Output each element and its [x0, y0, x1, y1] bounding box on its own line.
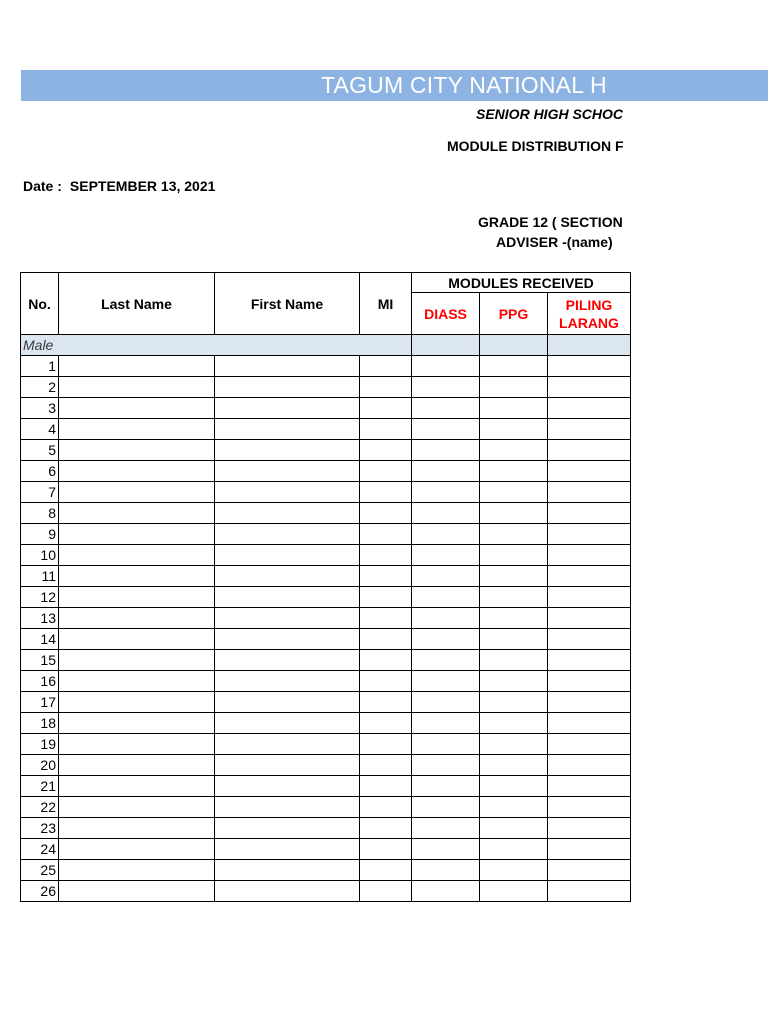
piling-larang-cell[interactable] [548, 692, 631, 713]
ppg-cell[interactable] [480, 629, 548, 650]
piling-larang-cell[interactable] [548, 797, 631, 818]
module-distribution-table [20, 272, 631, 902]
mi-cell[interactable] [360, 608, 412, 629]
table-row [21, 356, 631, 377]
mi-cell[interactable] [360, 797, 412, 818]
diass-cell[interactable] [412, 629, 480, 650]
table-row [21, 797, 631, 818]
table-row [21, 650, 631, 671]
table-row [21, 860, 631, 881]
diass-cell[interactable] [412, 377, 480, 398]
ppg-cell[interactable] [480, 839, 548, 860]
row-number: 23 [21, 818, 59, 839]
ppg-cell[interactable] [480, 398, 548, 419]
date-label: Date : [23, 178, 62, 194]
mi-cell[interactable] [360, 713, 412, 734]
group-fill-cell [215, 335, 360, 356]
piling-larang-cell[interactable] [548, 608, 631, 629]
ppg-cell[interactable] [480, 566, 548, 587]
group-row-male [21, 335, 631, 356]
piling-larang-cell[interactable] [548, 566, 631, 587]
table-row [21, 545, 631, 566]
mi-cell[interactable] [360, 356, 412, 377]
first-name-cell[interactable] [215, 398, 360, 419]
row-number: 7 [21, 482, 59, 503]
ppg-cell[interactable] [480, 545, 548, 566]
diass-cell[interactable] [412, 440, 480, 461]
table-row [21, 755, 631, 776]
first-name-cell[interactable] [215, 713, 360, 734]
header-module-diass: DIASS [412, 293, 480, 335]
last-name-cell[interactable] [59, 629, 215, 650]
ppg-cell[interactable] [480, 650, 548, 671]
row-number: 19 [21, 734, 59, 755]
mi-cell[interactable] [360, 524, 412, 545]
mi-cell[interactable] [360, 734, 412, 755]
diass-cell[interactable] [412, 734, 480, 755]
piling-larang-cell[interactable] [548, 377, 631, 398]
grade-section-line: GRADE 12 ( SECTION [478, 214, 623, 230]
piling-larang-cell[interactable] [548, 713, 631, 734]
row-number: 17 [21, 692, 59, 713]
ppg-cell[interactable] [480, 377, 548, 398]
school-banner [21, 70, 768, 101]
piling-larang-cell[interactable] [548, 671, 631, 692]
piling-larang-cell[interactable] [548, 440, 631, 461]
row-number: 1 [21, 356, 59, 377]
diass-cell[interactable] [412, 860, 480, 881]
mi-cell[interactable] [360, 398, 412, 419]
table-row [21, 692, 631, 713]
diass-cell[interactable] [412, 713, 480, 734]
last-name-cell[interactable] [59, 545, 215, 566]
table-row [21, 881, 631, 902]
diass-cell[interactable] [412, 356, 480, 377]
row-number: 22 [21, 797, 59, 818]
group-label-male: Male [21, 335, 59, 356]
table-row [21, 461, 631, 482]
piling-line-2: LARANG [559, 314, 619, 331]
last-name-cell[interactable] [59, 860, 215, 881]
ppg-cell[interactable] [480, 356, 548, 377]
first-name-cell[interactable] [215, 671, 360, 692]
last-name-cell[interactable] [59, 461, 215, 482]
last-name-cell[interactable] [59, 482, 215, 503]
ppg-cell[interactable] [480, 524, 548, 545]
first-name-cell[interactable] [215, 503, 360, 524]
piling-larang-cell[interactable] [548, 545, 631, 566]
diass-cell[interactable] [412, 650, 480, 671]
first-name-cell[interactable] [215, 608, 360, 629]
group-fill-cell [548, 335, 631, 356]
last-name-cell[interactable] [59, 713, 215, 734]
table-row [21, 671, 631, 692]
last-name-cell[interactable] [59, 377, 215, 398]
first-name-cell[interactable] [215, 440, 360, 461]
group-fill-cell [412, 335, 480, 356]
piling-line-1: PILING [565, 296, 613, 313]
row-number: 8 [21, 503, 59, 524]
last-name-cell[interactable] [59, 419, 215, 440]
row-number: 26 [21, 881, 59, 902]
group-fill-cell [360, 335, 412, 356]
table-row [21, 419, 631, 440]
row-number: 21 [21, 776, 59, 797]
last-name-cell[interactable] [59, 734, 215, 755]
header-first-name: First Name [215, 273, 360, 335]
mi-cell[interactable] [360, 377, 412, 398]
mi-cell[interactable] [360, 860, 412, 881]
piling-larang-cell[interactable] [548, 524, 631, 545]
ppg-cell[interactable] [480, 461, 548, 482]
row-number: 4 [21, 419, 59, 440]
last-name-cell[interactable] [59, 503, 215, 524]
table-row [21, 587, 631, 608]
diass-cell[interactable] [412, 818, 480, 839]
mi-cell[interactable] [360, 692, 412, 713]
table-row [21, 776, 631, 797]
table-row [21, 503, 631, 524]
diass-cell[interactable] [412, 608, 480, 629]
piling-larang-cell[interactable] [548, 755, 631, 776]
first-name-cell[interactable] [215, 587, 360, 608]
ppg-cell[interactable] [480, 734, 548, 755]
piling-larang-cell[interactable] [548, 860, 631, 881]
row-number: 13 [21, 608, 59, 629]
first-name-cell[interactable] [215, 482, 360, 503]
mi-cell[interactable] [360, 650, 412, 671]
first-name-cell[interactable] [215, 524, 360, 545]
last-name-cell[interactable] [59, 398, 215, 419]
table-row [21, 440, 631, 461]
diass-cell[interactable] [412, 461, 480, 482]
last-name-cell[interactable] [59, 692, 215, 713]
row-number: 25 [21, 860, 59, 881]
ppg-cell[interactable] [480, 797, 548, 818]
last-name-cell[interactable] [59, 755, 215, 776]
row-number: 12 [21, 587, 59, 608]
header-last-name: Last Name [59, 273, 215, 335]
mi-cell[interactable] [360, 440, 412, 461]
last-name-cell[interactable] [59, 797, 215, 818]
row-number: 24 [21, 839, 59, 860]
last-name-cell[interactable] [59, 671, 215, 692]
piling-larang-cell[interactable] [548, 587, 631, 608]
diass-cell[interactable] [412, 503, 480, 524]
table-row [21, 818, 631, 839]
diass-cell[interactable] [412, 776, 480, 797]
last-name-cell[interactable] [59, 587, 215, 608]
diass-cell[interactable] [412, 398, 480, 419]
table-row [21, 566, 631, 587]
row-number: 16 [21, 671, 59, 692]
ppg-cell[interactable] [480, 419, 548, 440]
table-row [21, 377, 631, 398]
header-modules-received: MODULES RECEIVED [412, 273, 631, 293]
ppg-cell[interactable] [480, 776, 548, 797]
diass-cell[interactable] [412, 755, 480, 776]
roster-body [21, 335, 631, 902]
row-number: 6 [21, 461, 59, 482]
last-name-cell[interactable] [59, 440, 215, 461]
first-name-cell[interactable] [215, 734, 360, 755]
table-row [21, 734, 631, 755]
table-row [21, 629, 631, 650]
first-name-cell[interactable] [215, 797, 360, 818]
diass-cell[interactable] [412, 566, 480, 587]
piling-larang-cell[interactable] [548, 650, 631, 671]
ppg-cell[interactable] [480, 755, 548, 776]
first-name-cell[interactable] [215, 419, 360, 440]
piling-larang-cell[interactable] [548, 482, 631, 503]
last-name-cell[interactable] [59, 356, 215, 377]
row-number: 9 [21, 524, 59, 545]
last-name-cell[interactable] [59, 881, 215, 902]
first-name-cell[interactable] [215, 650, 360, 671]
piling-larang-cell[interactable] [548, 776, 631, 797]
ppg-cell[interactable] [480, 440, 548, 461]
mi-cell[interactable] [360, 881, 412, 902]
diass-cell[interactable] [412, 671, 480, 692]
piling-larang-cell[interactable] [548, 503, 631, 524]
diass-cell[interactable] [412, 545, 480, 566]
first-name-cell[interactable] [215, 356, 360, 377]
first-name-cell[interactable] [215, 860, 360, 881]
last-name-cell[interactable] [59, 839, 215, 860]
table-row [21, 398, 631, 419]
last-name-cell[interactable] [59, 524, 215, 545]
diass-cell[interactable] [412, 881, 480, 902]
row-number: 3 [21, 398, 59, 419]
first-name-cell[interactable] [215, 818, 360, 839]
form-title: MODULE DISTRIBUTION F [447, 138, 624, 154]
header-module-ppg: PPG [480, 293, 548, 335]
mi-cell[interactable] [360, 818, 412, 839]
table-row [21, 713, 631, 734]
last-name-cell[interactable] [59, 776, 215, 797]
adviser-line: ADVISER -(name) [496, 234, 613, 250]
first-name-cell[interactable] [215, 881, 360, 902]
mi-cell[interactable] [360, 482, 412, 503]
table-row [21, 608, 631, 629]
piling-larang-cell[interactable] [548, 881, 631, 902]
piling-larang-cell[interactable] [548, 734, 631, 755]
ppg-cell[interactable] [480, 587, 548, 608]
diass-cell[interactable] [412, 524, 480, 545]
mi-cell[interactable] [360, 566, 412, 587]
mi-cell[interactable] [360, 461, 412, 482]
diass-cell[interactable] [412, 692, 480, 713]
mi-cell[interactable] [360, 545, 412, 566]
header-no: No. [21, 273, 59, 335]
ppg-cell[interactable] [480, 671, 548, 692]
header-module-piling-larang [548, 293, 631, 335]
diass-cell[interactable] [412, 797, 480, 818]
header-mi: MI [360, 273, 412, 335]
piling-larang-cell[interactable] [548, 356, 631, 377]
row-number: 15 [21, 650, 59, 671]
ppg-cell[interactable] [480, 692, 548, 713]
piling-larang-cell[interactable] [548, 398, 631, 419]
first-name-cell[interactable] [215, 839, 360, 860]
diass-cell[interactable] [412, 587, 480, 608]
last-name-cell[interactable] [59, 566, 215, 587]
row-number: 18 [21, 713, 59, 734]
last-name-cell[interactable] [59, 608, 215, 629]
row-number: 5 [21, 440, 59, 461]
diass-cell[interactable] [412, 482, 480, 503]
piling-larang-cell[interactable] [548, 839, 631, 860]
last-name-cell[interactable] [59, 818, 215, 839]
first-name-cell[interactable] [215, 566, 360, 587]
first-name-cell[interactable] [215, 776, 360, 797]
ppg-cell[interactable] [480, 503, 548, 524]
table-row [21, 839, 631, 860]
first-name-cell[interactable] [215, 692, 360, 713]
ppg-cell[interactable] [480, 608, 548, 629]
table-row [21, 482, 631, 503]
mi-cell[interactable] [360, 503, 412, 524]
row-number: 14 [21, 629, 59, 650]
table-row [21, 524, 631, 545]
first-name-cell[interactable] [215, 461, 360, 482]
ppg-cell[interactable] [480, 482, 548, 503]
row-number: 10 [21, 545, 59, 566]
mi-cell[interactable] [360, 776, 412, 797]
ppg-cell[interactable] [480, 860, 548, 881]
school-name-title: TAGUM CITY NATIONAL H [321, 72, 607, 98]
piling-larang-cell[interactable] [548, 818, 631, 839]
piling-larang-cell[interactable] [548, 461, 631, 482]
mi-cell[interactable] [360, 671, 412, 692]
ppg-cell[interactable] [480, 881, 548, 902]
mi-cell[interactable] [360, 629, 412, 650]
date-value: SEPTEMBER 13, 2021 [69, 178, 216, 194]
senior-high-subtitle: SENIOR HIGH SCHOC [476, 106, 624, 122]
first-name-cell[interactable] [215, 377, 360, 398]
date-row [23, 178, 215, 194]
ppg-cell[interactable] [480, 818, 548, 839]
row-number: 11 [21, 566, 59, 587]
row-number: 2 [21, 377, 59, 398]
mi-cell[interactable] [360, 419, 412, 440]
first-name-cell[interactable] [215, 629, 360, 650]
last-name-cell[interactable] [59, 650, 215, 671]
row-number: 20 [21, 755, 59, 776]
diass-cell[interactable] [412, 419, 480, 440]
mi-cell[interactable] [360, 755, 412, 776]
mi-cell[interactable] [360, 587, 412, 608]
piling-larang-cell[interactable] [548, 419, 631, 440]
first-name-cell[interactable] [215, 755, 360, 776]
group-fill-cell [59, 335, 215, 356]
ppg-cell[interactable] [480, 713, 548, 734]
group-fill-cell [480, 335, 548, 356]
mi-cell[interactable] [360, 839, 412, 860]
piling-larang-cell[interactable] [548, 629, 631, 650]
first-name-cell[interactable] [215, 545, 360, 566]
diass-cell[interactable] [412, 839, 480, 860]
